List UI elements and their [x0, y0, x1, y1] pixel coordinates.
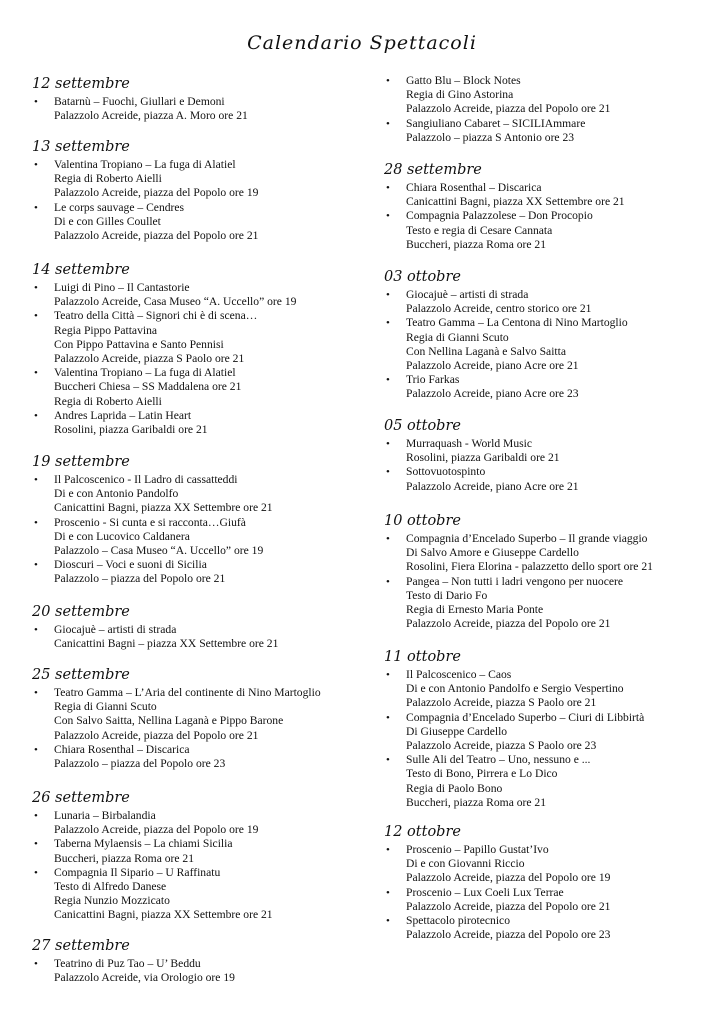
date-heading: 03 ottobre [384, 269, 461, 285]
event-title: • Teatro Gamma – L’Aria del continente di Nino Martoglio [54, 686, 321, 699]
event-title: • Taberna Mylaensis – La chiami Sicilia [54, 837, 233, 851]
event-title: • Gatto Blu – Block Notes [406, 74, 521, 87]
event-detail: Di Giuseppe Cardello [406, 724, 508, 738]
event-item [384, 117, 714, 145]
event-title: • Trio Farkas [406, 373, 460, 387]
event-detail: Palazzolo Acreide, piazza del Popolo ore 21 [406, 899, 611, 913]
event-title: • Compagnia d’Encelado Superbo – Il grande viaggio [406, 532, 648, 545]
event-detail: Palazzolo Acreide, Casa Museo “A. Uccello” ore 19 [54, 295, 297, 309]
event-detail: Palazzolo Acreide, piazza del Popolo ore 23 [406, 928, 611, 942]
date-section [32, 260, 362, 437]
event-detail: Palazzolo Acreide, piano Acre ore 23 [406, 387, 579, 401]
event-title: • Dioscuri – Voci e suoni di Sicilia [54, 558, 207, 572]
date-heading: 19 settembre [32, 454, 130, 470]
date-heading: 20 settembre [32, 604, 130, 620]
event-item [32, 473, 362, 516]
date-section [32, 936, 362, 985]
date-section [384, 647, 714, 810]
date-section [384, 511, 714, 631]
event-title: • Valentina Tropiano – La fuga di Alatiel [54, 366, 236, 380]
event-detail: Di e con Gilles Coullet [54, 214, 161, 228]
event-detail: Rosolini, Fiera Elorina - palazzetto dello sport ore 21 [406, 560, 653, 574]
event-title: • Chiara Rosenthal – Discarica [406, 181, 542, 194]
event-detail: Palazzolo Acreide, piano Acre ore 21 [406, 359, 579, 373]
event-detail: Di e con Giovanni Riccio [406, 857, 525, 871]
event-item [384, 843, 714, 886]
event-title: • Le corps sauvage – Cendres [54, 200, 185, 214]
event-detail: Palazzolo – Casa Museo “A. Uccello” ore 19 [54, 544, 264, 558]
event-detail: Buccheri, piazza Roma ore 21 [406, 237, 547, 251]
event-detail: Palazzolo Acreide, piazza S Paolo ore 23 [406, 739, 597, 753]
event-title: • Teatro della Città – Signori chi è di scena… [54, 309, 258, 323]
event-detail: Palazzolo – piazza S Antonio ore 23 [406, 130, 575, 144]
date-section [384, 267, 714, 402]
date-heading: 13 settembre [32, 139, 130, 155]
date-section [32, 602, 362, 651]
event-title: • Pangea – Non tutti i ladri vengono per nuocere [406, 574, 623, 588]
event-item [32, 516, 362, 559]
event-item [32, 809, 362, 837]
event-detail: Di e con Antonio Pandolfo e Sergio Vespertino [406, 682, 624, 696]
event-list [384, 288, 714, 402]
event-detail: Canicattini Bagni, piazza XX Settembre ore 21 [54, 908, 273, 922]
event-item [32, 957, 362, 985]
date-heading: 25 settembre [32, 667, 130, 683]
event-detail: Palazzolo Acreide, piazza del Popolo ore 19 [406, 871, 611, 885]
event-item [384, 886, 714, 914]
event-detail: Palazzolo – piazza del Popolo ore 23 [54, 757, 226, 771]
date-section [32, 665, 362, 771]
event-list [384, 437, 714, 494]
event-item [384, 74, 714, 117]
event-detail: Regia di Gianni Scuto [406, 330, 509, 344]
event-item [384, 288, 714, 316]
event-item [384, 575, 714, 632]
event-title: • Spettacolo pirotecnico [406, 914, 510, 928]
event-detail: Palazzolo Acreide, piazza del Popolo ore 19 [54, 823, 259, 837]
event-detail: Regia Nunzio Mozzicato [54, 894, 170, 908]
event-detail: Buccheri Chiesa – SS Maddalena ore 21 [54, 380, 242, 394]
event-title: • Il Palcoscenico - Il Ladro di cassatteddi [54, 473, 238, 486]
event-item [32, 309, 362, 366]
event-title: • Sottovuotospinto [406, 465, 486, 479]
date-section [384, 74, 714, 145]
event-item [384, 914, 714, 942]
event-list [32, 281, 362, 437]
event-detail: Regia Pippo Pattavina [54, 323, 158, 337]
event-detail: Di e con Lucovico Caldanera [54, 529, 190, 543]
date-heading: 11 ottobre [384, 649, 461, 665]
event-title: • Compagnia d’Encelado Superbo – Ciuri di Libbirtà [406, 710, 645, 724]
event-detail: Palazzolo Acreide, centro storico ore 21 [406, 302, 592, 316]
event-item [384, 532, 714, 575]
event-item [384, 437, 714, 465]
event-title: • Sangiuliano Cabaret – SICILIAmmare [406, 116, 586, 130]
event-title: • Luigi di Pino – Il Cantastorie [54, 281, 190, 294]
event-item [384, 316, 714, 373]
event-detail: Palazzolo Acreide, via Orologio ore 19 [54, 971, 235, 985]
event-list [32, 686, 362, 771]
event-item [32, 558, 362, 586]
event-item [384, 753, 714, 810]
event-detail: Rosolini, piazza Garibaldi ore 21 [406, 451, 560, 465]
event-item [384, 711, 714, 754]
event-detail: Palazzolo Acreide, piazza del Popolo ore 21 [54, 229, 259, 243]
event-detail: Buccheri, piazza Roma ore 21 [406, 795, 547, 809]
event-list [384, 668, 714, 810]
event-list [32, 623, 362, 651]
date-section [384, 160, 714, 252]
date-heading: 28 settembre [384, 162, 482, 178]
event-list [384, 74, 714, 145]
event-item [32, 623, 362, 651]
date-heading: 14 settembre [32, 262, 130, 278]
event-item [32, 366, 362, 409]
event-title: • Andres Laprida – Latin Heart [54, 408, 192, 422]
event-list [32, 809, 362, 923]
event-item [32, 201, 362, 244]
event-title: • Murraquash - World Music [406, 437, 533, 450]
event-title: • Giocajuè – artisti di strada [406, 288, 529, 301]
event-title: • Compagnia Il Sipario – U Raffinatu [54, 865, 221, 879]
event-title: • Teatrino di Puz Tao – U’ Beddu [54, 957, 201, 970]
event-title: • Il Palcoscenico – Caos [406, 668, 512, 681]
event-list [32, 957, 362, 985]
event-item [384, 668, 714, 711]
date-section [384, 416, 714, 494]
event-item [384, 465, 714, 493]
event-list [384, 181, 714, 252]
event-title: • Giocajuè – artisti di strada [54, 623, 177, 636]
page-title: Calendario Spettacoli [247, 32, 477, 54]
event-title: • Proscenio – Papillo Gustat’Ivo [406, 843, 549, 856]
event-detail: Canicattini Bagni, piazza XX Settembre ore 21 [406, 195, 625, 209]
event-detail: Regia di Paolo Bono [406, 781, 503, 795]
event-detail: Palazzolo Acreide, piazza del Popolo ore 21 [406, 617, 611, 631]
event-detail: Canicattini Bagni – piazza XX Settembre ore 21 [54, 637, 279, 651]
date-heading: 12 settembre [32, 76, 130, 92]
event-title: • Batarnù – Fuochi, Giullari e Demoni [54, 95, 225, 108]
event-detail: Regia di Roberto Aielli [54, 172, 162, 186]
event-detail: Testo di Alfredo Danese [54, 880, 167, 894]
event-item [32, 686, 362, 743]
event-detail: Buccheri, piazza Roma ore 21 [54, 851, 195, 865]
date-heading: 12 ottobre [384, 824, 461, 840]
event-detail: Palazzolo Acreide, piazza S Paolo ore 21 [406, 696, 597, 710]
event-detail: Di e con Antonio Pandolfo [54, 487, 179, 501]
event-detail: Di Salvo Amore e Giuseppe Cardello [406, 546, 579, 560]
event-detail: Testo di Bono, Pirrera e Lo Dico [406, 767, 558, 781]
event-detail: Testo e regia di Cesare Cannata [406, 223, 553, 237]
event-item [32, 743, 362, 771]
event-list [384, 843, 714, 942]
event-item [32, 281, 362, 309]
event-detail: Canicattini Bagni, piazza XX Settembre ore 21 [54, 501, 273, 515]
event-detail: Palazzolo Acreide, piano Acre ore 21 [406, 479, 579, 493]
date-section [32, 452, 362, 587]
event-item [384, 181, 714, 209]
event-item [32, 866, 362, 923]
date-heading: 05 ottobre [384, 418, 461, 434]
event-detail: Palazzolo Acreide, piazza A. Moro ore 21 [54, 109, 248, 123]
event-item [32, 158, 362, 201]
event-list [32, 95, 362, 123]
event-detail: Regia di Ernesto Maria Ponte [406, 603, 544, 617]
event-title: • Valentina Tropiano – La fuga di Alatiel [54, 158, 236, 171]
event-item [384, 209, 714, 252]
event-detail: Palazzolo Acreide, piazza del Popolo ore 21 [406, 102, 611, 116]
event-list [32, 473, 362, 587]
event-list [384, 532, 714, 631]
date-section [32, 74, 362, 123]
event-title: • Chiara Rosenthal – Discarica [54, 742, 190, 756]
event-item [32, 409, 362, 437]
event-detail: Testo di Dario Fo [406, 588, 488, 602]
event-detail: Con Salvo Saitta, Nellina Laganà e Pippo Barone [54, 714, 284, 728]
event-title: • Teatro Gamma – La Centona di Nino Martoglio [406, 316, 628, 330]
event-detail: Regia di Gino Astorina [406, 88, 514, 102]
date-heading: 10 ottobre [384, 513, 461, 529]
event-detail: Regia di Roberto Aielli [54, 394, 162, 408]
date-section [384, 822, 714, 942]
event-detail: Palazzolo – piazza del Popolo ore 21 [54, 572, 226, 586]
date-heading: 26 settembre [32, 790, 130, 806]
event-list [32, 158, 362, 243]
event-detail: Palazzolo Acreide, piazza S Paolo ore 21 [54, 352, 245, 366]
event-title: • Proscenio – Lux Coeli Lux Terrae [406, 885, 564, 899]
event-title: • Compagnia Palazzolese – Don Procopio [406, 209, 593, 223]
event-detail: Rosolini, piazza Garibaldi ore 21 [54, 423, 208, 437]
event-title: • Lunaria – Birbalandia [54, 809, 156, 822]
date-section [32, 788, 362, 923]
event-detail: Palazzolo Acreide, piazza del Popolo ore 19 [54, 186, 259, 200]
event-item [32, 95, 362, 123]
event-item [32, 837, 362, 865]
event-detail: Palazzolo Acreide, piazza del Popolo ore 21 [54, 728, 259, 742]
event-title: • Sulle Ali del Teatro – Uno, nessuno e ... [406, 753, 591, 767]
event-title: • Proscenio - Si cunta e si racconta…Giufà [54, 515, 246, 529]
event-detail: Con Nellina Laganà e Salvo Saitta [406, 344, 567, 358]
event-detail: Con Pippo Pattavina e Santo Pennisi [54, 337, 224, 351]
date-heading: 27 settembre [32, 938, 130, 954]
event-detail: Regia di Gianni Scuto [54, 700, 157, 714]
date-section [32, 137, 362, 243]
event-item [384, 373, 714, 401]
